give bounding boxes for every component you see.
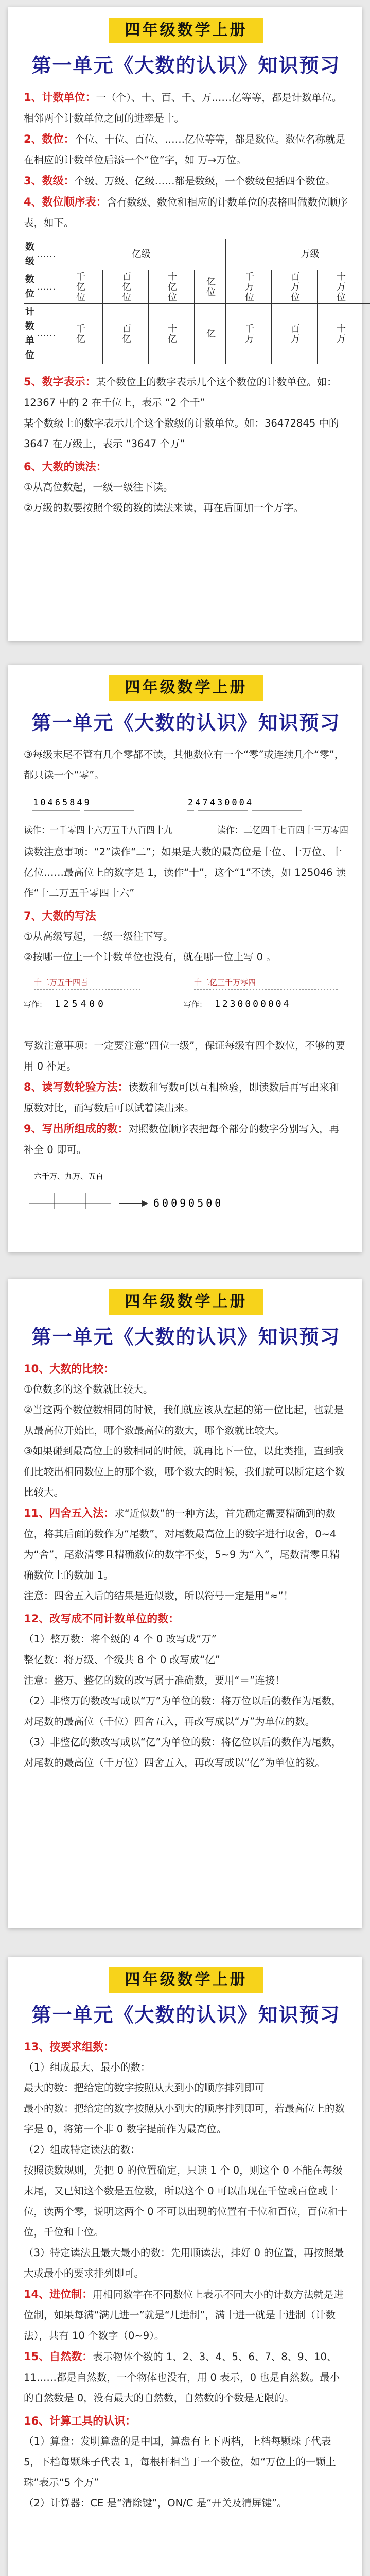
section-title: 3、数级： — [24, 175, 75, 187]
table-cell: 十亿位 — [149, 270, 195, 304]
section-text: 写数注意事项：一定要注意“四位一级”，保证每级有四个数位，不够的要用 0 补足。 — [24, 1040, 345, 1072]
section-text: ②当这两个数位数相同的时候，我们就应该从左起的第一位比起，也就是从最高位开始比，哪个数最高位的数大，哪个数就比较大。 — [24, 1404, 344, 1436]
section-text: 对照数位顺序表把每个部分的数字分别写入，再补全 0 即可。 — [24, 1123, 340, 1156]
table-cell — [363, 270, 370, 304]
example-label: 十二万五千四百 — [34, 978, 89, 987]
section-text: 某个数级上的数字表示几个这个数级的计数单位。如：36472845 中的 3647 在万级上，表示 “3647 个万” — [24, 417, 339, 450]
table-row — [24, 239, 370, 270]
table-cell: 千亿 — [57, 304, 103, 364]
section-text: ②万级的数要按照个级的数的读法来读，再在后面加一个万字。 — [24, 502, 304, 514]
example-label: 六千万、九万、五百 — [34, 1172, 104, 1181]
section-title: 2、数位： — [24, 133, 75, 145]
table-cell: …… — [36, 270, 57, 304]
row-label: 数级 — [24, 239, 36, 270]
section-title: 15、自然数： — [24, 2350, 93, 2363]
example-label: 十二亿三千万零四 — [194, 978, 256, 987]
table-cell: 百万 — [272, 304, 318, 364]
section-text: （2）组成特定读法的数： — [24, 2144, 140, 2156]
card-3 — [8, 1279, 362, 1928]
compose-example — [24, 1167, 332, 1224]
table-cell: …… — [36, 239, 57, 270]
section-text: 读数注意事项：“2”读作“二”；如果是大数的最高位是十位、十万位、十亿位……最高位上的数字是 1，读作“十”，这个“1”不读，如 125046 读作“十二万五千零四十六” — [24, 846, 346, 899]
section-text: 某个数位上的数字表示几个这个数位的计数单位。如：12367 中的 2 在千位上，表示 “2 个千” — [24, 376, 337, 409]
example-digits: 10465849 — [33, 798, 92, 808]
example-digits: 60090500 — [153, 1197, 224, 1209]
section-text: 一（个）、十、百、千、万……亿等等，都是计数单位。相邻两个计数单位之间的进率是十。 — [24, 92, 342, 124]
table-row — [24, 304, 370, 364]
reading-result: 读作：二亿四千七百四十三万零四 — [217, 825, 348, 836]
table-cell: 十万 — [318, 304, 363, 364]
section-text: 最小的数：把给定的数字按照从小到大的顺序排列即可，若最高位上的数字是 0，将第一个非 0 数字提前作为最高位。 — [24, 2103, 345, 2135]
example-digits: 1230000004 — [215, 998, 291, 1009]
write-label: 写作： — [184, 999, 207, 1009]
section-text: （1）算盘：发明算盘的是中国，算盘有上下两档，上档每颗珠子代表 5，下档每颗珠子代表 1，每根杆相当于一个数位，如“万位上的一颗上珠”表示“5 个万” — [24, 2435, 336, 2488]
section-text: ①位数多的这个数就比较大。 — [24, 1383, 153, 1395]
table-cell: 百亿 — [103, 304, 149, 364]
table-row — [24, 270, 370, 304]
card-4 — [8, 1957, 362, 2576]
unit-title: 第一单元《大数的认识》知识预习 — [31, 2003, 341, 2026]
section-text: ①从高位数起，一级一级往下读。 — [24, 481, 173, 493]
section-title: 1、计数单位： — [24, 91, 96, 104]
section-title: 8、读写数轮验方法： — [24, 1081, 129, 1093]
section-title: 16、计算工具的认识： — [24, 2415, 136, 2427]
section-title: 14、进位制： — [24, 2288, 93, 2300]
section-text: 用相同数字在不同数位上表示不同大小的计数方法就是进位制，如果每满“满几进一”就是“几进制”，满十进一就是十进制（计数法），共有 10 个数字（0~9）。 — [24, 2289, 344, 2342]
table-cell: …… — [36, 304, 57, 364]
section-title: 12、改写成不同计数单位的数： — [24, 1613, 180, 1625]
unit-title: 第一单元《大数的认识》知识预习 — [31, 54, 341, 77]
row-label: 计数单位 — [24, 304, 36, 364]
grade-title: 四年级数学上册 — [109, 1289, 263, 1315]
section-text: 求“近似数”的一种方法，首先确定需要精确到的数位，将其后面的数作为“尾数”，对尾数最高位上的数字进行取舍，0~4 为“舍”，尾数清零且精确数位的数字不变，5~9 为“入”，尾数清零且精确数位上的数加 1。 — [24, 1507, 340, 1581]
grade-title: 四年级数学上册 — [109, 675, 263, 701]
writing-example-figure — [24, 975, 348, 1026]
card-1 — [8, 7, 362, 641]
arrow-icon — [142, 1200, 148, 1207]
section-text: 个位、十位、百位、……亿位等等，都是数位。数位名称就是在相应的计数单位后添一个“位”字，如 万→万位。 — [24, 133, 346, 166]
table-cell: 十亿 — [149, 304, 195, 364]
section-text: 最大的数：把给定的数字按照从大到小的顺序排列即可 — [24, 2082, 265, 2094]
reading-result: 读作：一千零四十六万五千八百四十九 — [24, 825, 172, 836]
section-text: 注意：整万、整亿的数的改写属于准确数，要用“＝”连接！ — [24, 1674, 285, 1686]
section-text: 读数和写数可以互相检验，即读数后再写出来和原数对比，而写数后可以试着读出来。 — [24, 1081, 340, 1114]
section-text: （3）特定读法且最大最小的数：先用顺读法，排好 0 的位置，再按照最大或最小的要求排列即可。 — [24, 2247, 344, 2279]
section-text: （2）非整万的数改写成以“万”为单位的数：将万位以后的数作为尾数，对尾数的最高位（千位）四舍五入，再改写成以“万”为单位的数。 — [24, 1695, 342, 1727]
unit-title: 第一单元《大数的认识》知识预习 — [31, 711, 341, 734]
table-cell: 千万位 — [226, 270, 272, 304]
table-cell: 千亿位 — [57, 270, 103, 304]
table-cell: 千万 — [226, 304, 272, 364]
section-text: 个级、万级、亿级……都是数级，一个数级包括四个数位。 — [74, 175, 336, 187]
compose-example-figure — [24, 1167, 348, 1226]
section-text: ③每级末尾不管有几个零都不读，其他数位有一个“零”或连续几个“零”，都只读一个“零”。 — [24, 749, 345, 781]
section-title: 9、写出所组成的数： — [24, 1123, 129, 1135]
table-cell: 百万位 — [272, 270, 318, 304]
section-title: 4、数位顺序表： — [24, 196, 107, 208]
section-text: （2）计算器：CE 是“清除键”，ON/C 是“开关及清屏键”。 — [24, 2497, 287, 2509]
place-value-table — [24, 239, 370, 364]
section-title: 11、四舍五入法： — [24, 1507, 115, 1519]
table-cell: 亿级 — [57, 239, 226, 270]
table-cell: 十万位 — [318, 270, 363, 304]
section-text: （1）组成最大、最小的数： — [24, 2061, 151, 2073]
section-text: ②按哪一位上一个计数单位也没有，就在哪一位上写 0 。 — [24, 951, 276, 963]
grade-title: 四年级数学上册 — [109, 18, 263, 43]
section-text: 注意：四舍五入后的结果是近似数，所以符号一定是用“≈”！ — [24, 1590, 294, 1602]
table-cell: 百亿位 — [103, 270, 149, 304]
section-text: 表示物体个数的 1、2、3、4、5、6、7、8、9、10、11……都是自然数，一个物体也没有，用 0 表示，0 也是自然数。最小的自然数是 0，没有最大的自然数，自然数的个数是无限的。 — [24, 2351, 340, 2404]
table-cell: 亿位 — [195, 270, 226, 304]
section-text: 整亿数：将万级、个级共 8 个 0 改写成“亿” — [24, 1654, 220, 1666]
section-title: 7、大数的写法 — [24, 910, 96, 922]
writing-example-1 — [24, 975, 178, 1026]
table-cell — [363, 304, 370, 364]
section-text: 含有数级、数位和相应的计数单位的表格叫做数位顺序表，如下。 — [24, 196, 348, 229]
section-title: 13、按要求组数： — [24, 2041, 115, 2053]
section-text: 按照读数规则，先把 0 的位置确定，只读 1 个 0，则这个 0 不能在每级末尾，又已知这个数是五位数，所以这个 0 可以出现在千位或百位或十位，读两个零，说明这两个 0 不可以出现的位置有千位和百位，百位和十位，千位和十位。 — [24, 2164, 348, 2238]
table-cell: 亿 — [195, 304, 226, 364]
unit-title: 第一单元《大数的认识》知识预习 — [31, 1325, 341, 1348]
example-digits: 247430004 — [188, 798, 254, 808]
section-title: 10、大数的比较： — [24, 1363, 115, 1375]
writing-example-2 — [184, 975, 348, 1026]
section-text: （3）非整亿的数改写成以“亿”为单位的数：将亿位以后的数作为尾数，对尾数的最高位（千万位）四舍五入，再改写成以“亿”为单位的数。 — [24, 1736, 342, 1769]
table-cell: 万级 — [226, 239, 370, 270]
example-digits: 125400 — [55, 998, 107, 1009]
section-text: ③如果碰到最高位上的数相同的时候，就再比下一位，以此类推，直到我们比较出相同数位上的那个数，哪个数大的时候，我们就可以断定这个数比较大。 — [24, 1445, 345, 1498]
grade-title: 四年级数学上册 — [109, 1967, 263, 1993]
card-2 — [8, 665, 362, 1252]
section-title: 5、数字表示： — [24, 376, 96, 388]
section-title: 6、大数的读法： — [24, 461, 107, 473]
section-text: ①从高级写起，一级一级往下写。 — [24, 930, 173, 942]
row-label: 数位 — [24, 270, 36, 304]
section-text: （1）整万数：将个级的 4 个 0 改写成“万” — [24, 1633, 217, 1645]
write-label: 写作： — [24, 999, 47, 1009]
